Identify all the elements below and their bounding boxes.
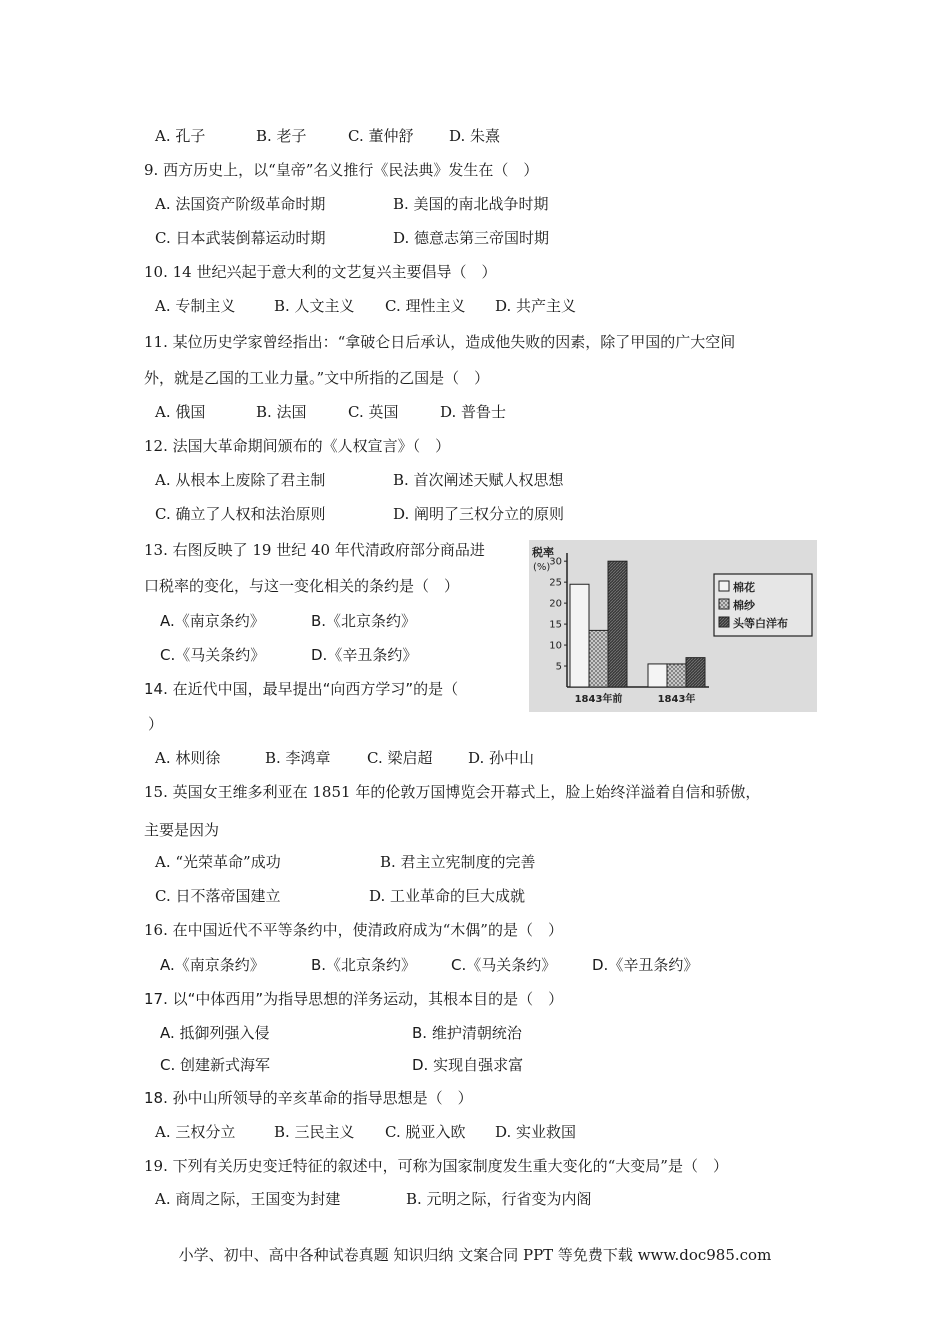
q11-stem-line2: 外，就是乙国的工业力量。”文中所指的乙国是（ ） <box>144 369 490 387</box>
q11-stem-line1: 11. 某位历史学家曾经指出：“拿破仑日后承认，造成他失败的因素，除了甲国的广大空间 <box>144 333 736 351</box>
q9-stem: 9. 西方历史上，以“皇帝”名义推行《民法典》发生在（ ） <box>144 161 539 179</box>
q18-option-d: D. 实业救国 <box>495 1123 577 1141</box>
bar-3-1 <box>608 561 627 687</box>
q16-option-a: A.《南京条约》 <box>160 956 265 974</box>
tax-rate-chart-svg <box>529 540 817 712</box>
legend-label: 头等白洋布 <box>733 617 788 630</box>
q17-stem: 17. 以“中体西用”为指导思想的洋务运动，其根本目的是（ ） <box>144 990 564 1008</box>
q13-stem-line2: 口税率的变化，与这一变化相关的条约是（ ） <box>144 577 460 595</box>
y-tick-label: 25 <box>549 577 562 589</box>
y-tick-label: 10 <box>549 640 562 652</box>
x-category-label: 1843年前 <box>574 694 623 705</box>
q10-option-d: D. 共产主义 <box>495 297 577 315</box>
q9-option-d: D. 德意志第三帝国时期 <box>393 229 550 247</box>
q19-option-b: B. 元明之际，行省变为内阁 <box>406 1190 592 1208</box>
q14-stem-line1: 14. 在近代中国，最早提出“向西方学习”的是（ <box>144 680 459 698</box>
q10-option-a: A. 专制主义 <box>155 297 236 315</box>
bar-3-2 <box>686 658 705 687</box>
legend-label: 棉纱 <box>733 599 755 612</box>
y-tick-label: 30 <box>549 556 562 568</box>
y-tick-label: 15 <box>549 619 562 631</box>
bar-2-1 <box>589 630 608 687</box>
q18-stem: 18. 孙中山所领导的辛亥革命的指导思想是（ ） <box>144 1089 473 1107</box>
q14-stem-line2: ） <box>148 715 164 733</box>
q16-stem: 16. 在中国近代不平等条约中，使清政府成为“木偶”的是（ ） <box>144 921 563 939</box>
q8-option-d: D. 朱熹 <box>449 127 501 145</box>
q8-option-b: B. 老子 <box>256 127 307 145</box>
q13-option-c: C.《马关条约》 <box>160 646 266 664</box>
q11-option-a: A. 俄国 <box>155 403 206 421</box>
q12-stem: 12. 法国大革命期间颁布的《人权宣言》（ ） <box>144 437 451 455</box>
q16-option-d: D.《辛丑条约》 <box>592 956 699 974</box>
q17-option-d: D. 实现自强求富 <box>412 1056 524 1074</box>
legend-swatch <box>719 599 729 609</box>
q16-option-c: C.《马关条约》 <box>451 956 557 974</box>
x-category-label: 1843年 <box>657 694 696 705</box>
q17-option-a: A. 抵御列强入侵 <box>160 1024 270 1042</box>
y-axis-label: 税率 <box>532 546 554 559</box>
bar-1-1 <box>570 584 589 687</box>
tax-rate-chart <box>529 540 817 712</box>
q16-option-b: B.《北京条约》 <box>311 956 417 974</box>
q10-option-c: C. 理性主义 <box>385 297 466 315</box>
q9-option-a: A. 法国资产阶级革命时期 <box>155 195 326 213</box>
q19-stem: 19. 下列有关历史变迁特征的叙述中，可称为国家制度发生重大变化的“大变局”是（ ） <box>144 1157 728 1175</box>
q8-option-c: C. 董仲舒 <box>348 127 414 145</box>
q15-stem-line1: 15. 英国女王维多利亚在 1851 年的伦敦万国博览会开幕式上，脸上始终洋溢着自信和骄傲， <box>144 783 761 801</box>
q12-option-d: D. 阐明了三权分立的原则 <box>393 505 565 523</box>
q11-option-c: C. 英国 <box>348 403 399 421</box>
q8-option-a: A. 孔子 <box>155 127 206 145</box>
q10-stem: 10. 14 世纪兴起于意大利的文艺复兴主要倡导（ ） <box>144 263 497 281</box>
q12-option-c: C. 确立了人权和法治原则 <box>155 505 326 523</box>
q13-option-a: A.《南京条约》 <box>160 612 265 630</box>
q12-option-a: A. 从根本上废除了君主制 <box>155 471 326 489</box>
q13-option-b: B.《北京条约》 <box>311 612 417 630</box>
q18-option-b: B. 三民主义 <box>274 1123 355 1141</box>
legend-swatch <box>719 617 729 627</box>
q13-stem-line1: 13. 右图反映了 19 世纪 40 年代清政府部分商品进 <box>144 541 485 559</box>
q15-option-d: D. 工业革命的巨大成就 <box>369 887 526 905</box>
q13-option-d: D.《辛丑条约》 <box>311 646 418 664</box>
q17-option-c: C. 创建新式海军 <box>160 1056 271 1074</box>
bar-2-2 <box>667 664 686 687</box>
q11-option-d: D. 普鲁士 <box>440 403 507 421</box>
q15-option-a: A. “光荣革命”成功 <box>155 853 281 871</box>
legend-swatch <box>719 581 729 591</box>
page-footer: 小学、初中、高中各种试卷真题 知识归纳 文案合同 PPT 等免费下载 www.doc985.com <box>178 1246 772 1264</box>
bar-1-2 <box>648 664 667 687</box>
q14-option-c: C. 梁启超 <box>367 749 433 767</box>
q18-option-a: A. 三权分立 <box>155 1123 236 1141</box>
q9-option-c: C. 日本武装倒幕运动时期 <box>155 229 326 247</box>
q11-option-b: B. 法国 <box>256 403 307 421</box>
q19-option-a: A. 商周之际，王国变为封建 <box>155 1190 341 1208</box>
y-tick-label: 5 <box>555 661 562 673</box>
q15-stem-line2: 主要是因为 <box>144 821 220 839</box>
q12-option-b: B. 首次阐述天赋人权思想 <box>393 471 564 489</box>
q15-option-b: B. 君主立宪制度的完善 <box>380 853 536 871</box>
q15-option-c: C. 日不落帝国建立 <box>155 887 281 905</box>
q17-option-b: B. 维护清朝统治 <box>412 1024 522 1042</box>
q18-option-c: C. 脱亚入欧 <box>385 1123 466 1141</box>
q9-option-b: B. 美国的南北战争时期 <box>393 195 549 213</box>
q14-option-d: D. 孙中山 <box>468 749 535 767</box>
q14-option-b: B. 李鸿章 <box>265 749 331 767</box>
q10-option-b: B. 人文主义 <box>274 297 355 315</box>
q14-option-a: A. 林则徐 <box>155 749 221 767</box>
y-tick-label: 20 <box>549 598 562 610</box>
legend-label: 棉花 <box>733 581 755 594</box>
y-axis-unit: (%) <box>533 562 551 573</box>
